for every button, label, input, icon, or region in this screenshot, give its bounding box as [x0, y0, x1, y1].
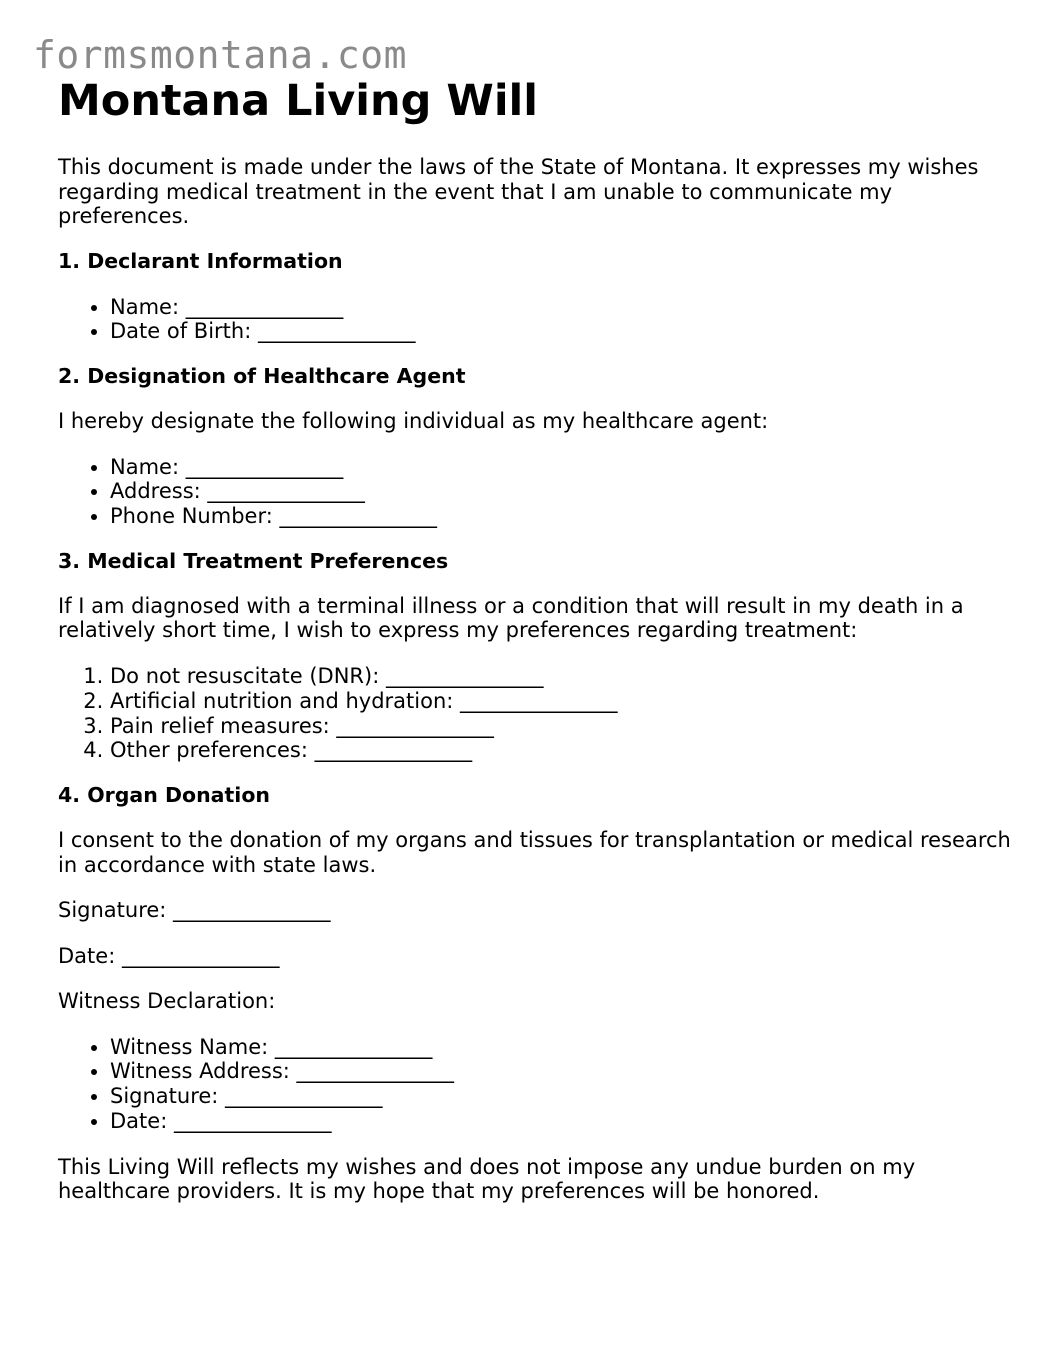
witness-address-field: • Witness Address: _______________: [110, 1059, 1018, 1084]
intro-paragraph: This document is made under the laws of the State of Montana. It expresses my wishes regarding medical treatment in the event that I am unable to communicate my preferences.: [58, 155, 979, 228]
declarant-list: [58, 295, 1018, 345]
witness-label: Witness Declaration:: [58, 989, 276, 1014]
agent-phone-field: • Phone Number: _______________: [110, 504, 1018, 529]
declarant-dob-field: • Date of Birth: _______________: [110, 319, 1018, 344]
agent-name-field: • Name: _______________: [110, 455, 1018, 480]
treatment-dnr-field: 1. Do not resuscitate (DNR): _______________: [110, 664, 1018, 689]
witness-date-field: • Date: _______________: [110, 1109, 1018, 1134]
section-heading-organ: 4. Organ Donation: [58, 783, 270, 808]
closing-paragraph: This Living Will reflects my wishes and does not impose any undue burden on my healthcare providers. It is my hope that my preferences will be honored.: [58, 1154, 916, 1204]
treatment-paragraph: If I am diagnosed with a terminal illness or a condition that will result in my death in a relatively short time, I wish to express my preferences regarding treatment:: [58, 593, 964, 643]
agent-paragraph: I hereby designate the following individual as my healthcare agent:: [58, 409, 769, 434]
document-title: Montana Living Will: [58, 76, 539, 126]
signature-field: Signature: _______________: [58, 898, 331, 923]
treatment-list: [58, 664, 1018, 763]
section-heading-treatment: 3. Medical Treatment Preferences: [58, 548, 449, 573]
section-heading-agent: 2. Designation of Healthcare Agent: [58, 364, 466, 389]
organ-paragraph: I consent to the donation of my organs and tissues for transplantation or medical research in accordance with state laws.: [58, 828, 1011, 877]
section-heading-declarant: 1. Declarant Information: [58, 248, 343, 273]
treatment-nutrition-field: 2. Artificial nutrition and hydration: _______________: [110, 689, 1018, 714]
agent-list: [58, 455, 1018, 529]
declarant-name-field: • Name: _______________: [110, 295, 1018, 320]
document-body: [58, 76, 1018, 1204]
witness-signature-field: • Signature: _______________: [110, 1084, 1018, 1109]
witness-list: [58, 1035, 1018, 1134]
witness-name-field: • Witness Name: _______________: [110, 1035, 1018, 1060]
date-field: Date: _______________: [58, 943, 280, 968]
treatment-pain-field: 3. Pain relief measures: _______________: [110, 714, 1018, 739]
treatment-other-field: 4. Other preferences: _______________: [110, 738, 1018, 763]
agent-address-field: • Address: _______________: [110, 479, 1018, 504]
site-watermark: formsmontana.com: [33, 33, 408, 77]
